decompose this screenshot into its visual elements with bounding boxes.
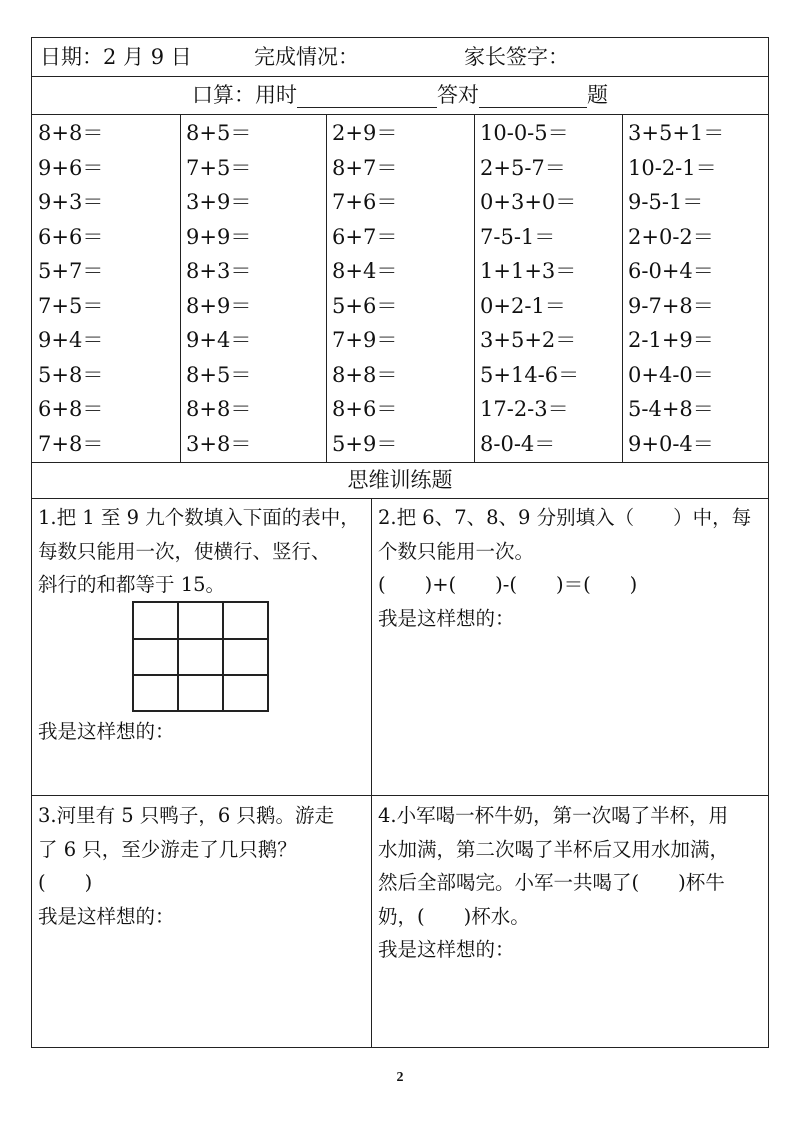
calc-item: 8+8＝ [186,397,252,421]
parent-signature-label: 家长签字： [464,45,569,69]
problem-2 [378,501,768,635]
divider [32,498,768,499]
grid-line [134,674,267,676]
oral-suffix: 题 [587,83,608,107]
oral-calc-header [32,76,768,114]
calc-item: 9+0-4＝ [628,431,714,456]
worksheet [31,37,769,1048]
problem-3-line: 3.河里有 5 只鸭子，6 只鹅。游走 [38,804,335,827]
think-prompt: 我是这样想的： [38,904,175,928]
grid-line [222,603,224,710]
grid-line [177,603,179,710]
calc-item: 8-0-4＝ [480,431,556,456]
problem-3-line: ( ) [38,871,93,894]
column-divider [180,114,181,462]
calc-item: 6-0+4＝ [628,259,714,283]
date-label: 日期：2 月 9 日 [40,45,192,69]
column-divider [326,114,327,462]
calc-item: 7-5-1＝ [480,224,556,249]
calc-item: 8+8＝ [38,121,104,145]
calc-item: 5-4+8＝ [628,397,714,421]
calc-item: 0+3+0＝ [480,190,577,214]
calc-item: 9-5-1＝ [628,190,704,214]
calc-item: 17-2-3＝ [480,397,569,421]
problem-2-line: 个数只能用一次。 [378,539,535,563]
calc-item: 8+6＝ [332,397,398,421]
calc-item: 9+4＝ [186,328,252,352]
think-prompt: 我是这样想的： [38,720,175,743]
calc-item: 5+14-6＝ [480,362,580,387]
calc-item: 8+5＝ [186,121,252,145]
think-prompt: 我是这样想的： [378,606,515,630]
calc-item: 2+5-7＝ [480,155,566,180]
problem-4 [378,799,768,967]
calc-item: 0+4-0＝ [628,362,714,387]
calc-item: 9+6＝ [38,155,104,180]
calc-item: 5+6＝ [332,293,398,318]
section-title: 思维训练题 [347,468,453,492]
page-number: 2 [396,1070,404,1085]
oral-prefix: 口算：用时 [192,83,297,107]
calc-item: 2-1+9＝ [628,328,714,352]
calc-item: 3+5+1＝ [628,121,725,145]
calc-item: 2+9＝ [332,121,398,145]
problem-1-line: 每数只能用一次，使横行、竖行、 [38,539,331,563]
problem-1 [38,501,368,602]
calc-item: 9+3＝ [38,190,104,214]
calc-item: 3+5+2＝ [480,328,577,352]
calc-item: 2+0-2＝ [628,224,714,249]
calc-item: 3+9＝ [186,190,252,214]
calc-item: 0+2-1＝ [480,293,566,318]
correct-count-blank [479,81,587,108]
problem-4-line: 4.小军喝一杯牛奶，第一次喝了半杯，用 [378,804,729,827]
calc-item: 10-2-1＝ [628,155,717,180]
calc-item: 5+9＝ [332,431,398,456]
problem-column-divider [371,498,372,1048]
calc-item: 1+1+3＝ [480,259,577,283]
calc-item: 9-7+8＝ [628,293,714,318]
calc-item: 7+9＝ [332,328,398,352]
calc-item: 8+9＝ [186,293,252,318]
calc-item: 5+8＝ [38,362,104,387]
grid-line [134,638,267,640]
calc-item: 10-0-5＝ [480,121,569,145]
calc-item: 8+4＝ [332,259,398,283]
calc-item: 7+5＝ [186,155,252,180]
divider [32,795,768,796]
problem-4-line: 奶，( )杯水。 [378,904,530,928]
divider [32,114,768,115]
calc-item: 9+4＝ [38,328,104,352]
calc-item: 7+8＝ [38,431,104,456]
calc-item: 9+9＝ [186,224,252,249]
problem-4-line: 然后全部喝完。小军一共喝了( )杯牛 [378,871,725,894]
time-blank [297,81,437,108]
problem-4-line: 水加满，第二次喝了半杯后又用水加满， [378,837,730,861]
calc-item: 5+7＝ [38,259,104,283]
calc-item: 6+7＝ [332,224,398,249]
column-divider [622,114,623,462]
column-divider [474,114,475,462]
problem-3-line: 了 6 只，至少游走了几只鹅？ [38,837,297,861]
calc-item: 8+3＝ [186,259,252,283]
problem-1-line: 1.把 1 至 9 九个数填入下面的表中， [38,506,360,529]
calc-item: 7+5＝ [38,293,104,318]
calc-item: 8+8＝ [332,362,398,387]
calc-item: 7+6＝ [332,190,398,214]
think-prompt: 我是这样想的： [378,938,515,961]
calc-item: 6+8＝ [38,397,104,421]
problem-2-line: 2.把 6、7、8、9 分别填入（ ）中，每 [378,506,752,529]
magic-square-grid[interactable] [132,601,269,712]
calc-item: 8+7＝ [332,155,398,180]
problem-3 [38,799,368,933]
calc-item: 6+6＝ [38,224,104,249]
completion-label: 完成情况： [254,45,359,69]
problem-1-think [38,715,368,749]
oral-mid: 答对 [437,83,479,107]
header-row [32,38,768,76]
calc-item: 3+8＝ [186,431,252,456]
problem-1-line: 斜行的和都等于 15。 [38,573,226,596]
calc-item: 8+5＝ [186,362,252,387]
problem-2-line: ( )+( )-( )＝( ) [378,573,638,596]
